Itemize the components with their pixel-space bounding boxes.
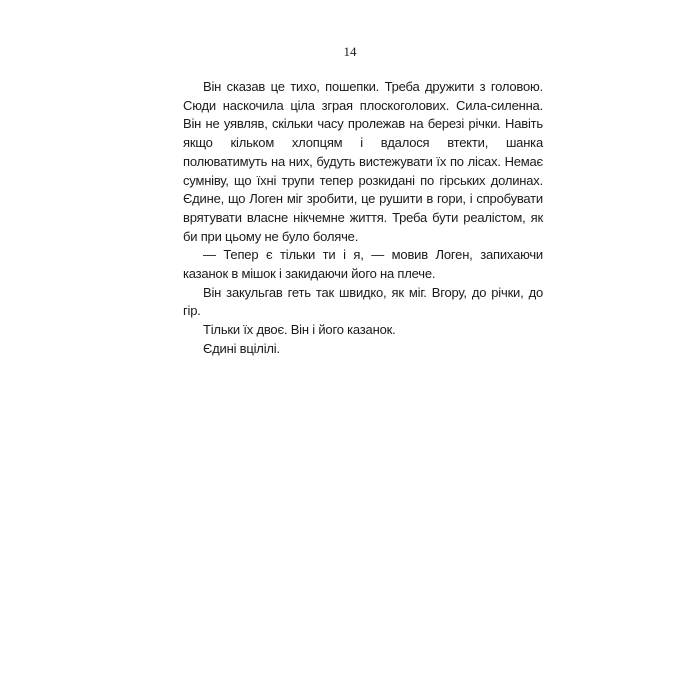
body-text [183,78,543,359]
paragraph-4: Тільки їх двоє. Він і його казанок. [203,322,396,338]
page-number: 14 [343,44,357,59]
paragraph-3: Він закульгав геть так швидко, як міг. Вгору, до річки, до гір. [183,284,543,319]
paragraph-1: Він сказав це тихо, пошепки. Треба дружити з головою. Сюди наскочила ціла зграя плоскоголових. Сила-силенна. Він не уявляв, скільки часу пролежав на березі річки. Навіть якщо кільком хлопцям і вдалося втекти, шанка полюватимуть на них, будуть вистежувати їх по лісах. Немає сумніву, що їхні трупи тепер розкидані по гірських долинах. Єдине, що Логен міг зробити, це рушити в гори, і спробувати врятувати власне нікчемне життя. Треба бути реалістом, як би при цьому не було боляче. [183,79,543,244]
paragraph-5: Єдині вцілілі. [203,340,280,356]
paragraph-2: — Тепер є тільки ти і я, — мовив Логен, запихаючи казанок в мішок і закидаючи його на плече. [183,247,543,282]
